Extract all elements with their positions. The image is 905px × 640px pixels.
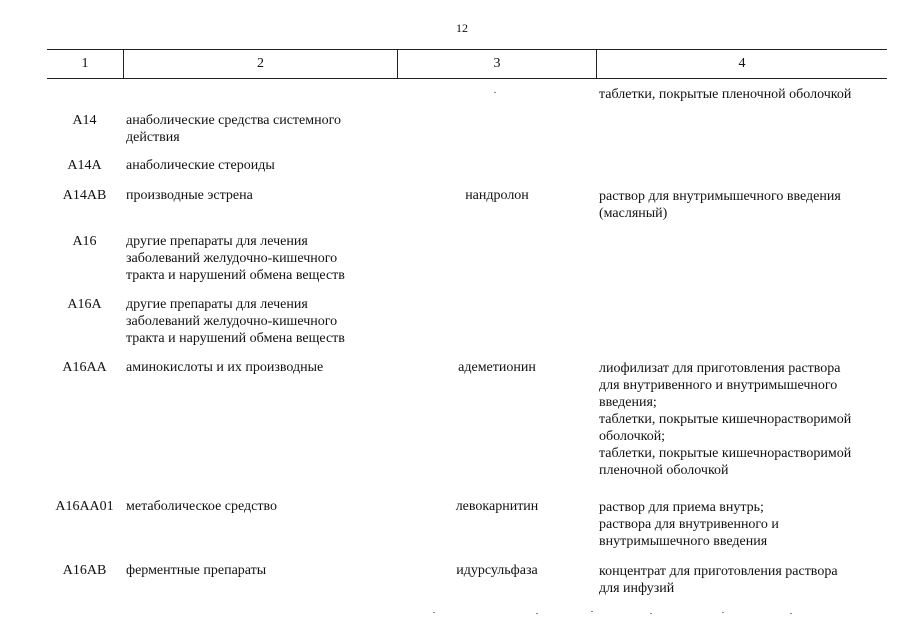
atc-code-cell: A14A <box>67 158 102 173</box>
group-line: ферментные препараты <box>126 563 267 578</box>
header-col-1: 1 <box>81 56 89 71</box>
dosage-form-line: внутримышечного введения <box>599 534 768 549</box>
group-cell <box>126 157 376 174</box>
dosage-form-line: введения; <box>599 395 657 410</box>
atc-code-cell: A16AA01 <box>55 499 114 514</box>
atc-code-cell: A16A <box>67 297 102 312</box>
scan-speck <box>536 613 538 614</box>
dosage-forms-cell <box>599 360 899 479</box>
group-line: анаболические стероиды <box>126 158 275 173</box>
group-line: другие препараты для лечения <box>126 234 308 249</box>
group-cell <box>126 359 376 376</box>
dosage-form-line: раствор для приема внутрь; <box>599 500 764 515</box>
header-col-4: 4 <box>738 56 746 71</box>
dosage-form-line: для инфузий <box>599 581 675 596</box>
dosage-form-line: таблетки, покрытые кишечнорастворимой <box>599 446 852 461</box>
header-col-2: 2 <box>257 56 264 71</box>
group-cell <box>126 187 376 204</box>
scan-speck <box>591 611 593 612</box>
scan-speck <box>790 613 792 614</box>
dosage-form-line: лиофилизат для приготовления раствора <box>599 361 841 376</box>
dosage-form-line: раствор для внутримышечного введения <box>599 189 841 204</box>
page-number: 12 <box>456 21 468 35</box>
group-line: действия <box>126 130 180 145</box>
scan-speck <box>433 612 435 613</box>
group-cell <box>126 233 376 284</box>
scan-speck <box>722 612 724 613</box>
group-line: анаболические средства системного <box>126 113 341 128</box>
atc-code-cell: A14 <box>72 113 97 128</box>
dosage-form-line: таблетки, покрытые пленочной оболочкой <box>599 87 852 102</box>
dosage-form-line: пленочной оболочкой <box>599 463 729 478</box>
dosage-form-line: концентрат для приготовления раствора <box>599 564 838 579</box>
group-cell <box>126 296 376 347</box>
dosage-form-line: таблетки, покрытые кишечнорастворимой <box>599 412 852 427</box>
atc-code-cell: A16AA <box>62 360 107 375</box>
group-line: заболеваний желудочно-кишечного <box>126 251 338 266</box>
dosage-forms-cell <box>599 563 899 597</box>
scan-speck <box>494 92 496 93</box>
group-cell <box>126 112 376 146</box>
group-line: тракта и нарушений обмена веществ <box>126 331 345 346</box>
dosage-form-line: раствора для внутривенного и <box>599 517 779 532</box>
dosage-form-line: для внутривенного и внутримышечного <box>599 378 838 393</box>
header-col-3: 3 <box>493 56 501 71</box>
group-cell <box>126 562 376 579</box>
scan-speck <box>650 613 652 614</box>
table-header <box>47 49 887 79</box>
substance-cell: левокарнитин <box>455 499 539 514</box>
substance-cell: нандролон <box>465 188 529 203</box>
group-cell <box>126 498 376 515</box>
atc-code-cell: A16AB <box>62 563 107 578</box>
dosage-forms-cell <box>599 86 899 103</box>
dosage-forms-cell <box>599 499 899 550</box>
atc-code-cell: A14AB <box>62 188 107 203</box>
group-line: метаболическое средство <box>126 499 277 514</box>
dosage-forms-cell <box>599 188 899 222</box>
substance-cell: адеметионин <box>458 360 536 375</box>
atc-code-cell: A16 <box>72 234 97 249</box>
substance-cell: идурсульфаза <box>456 563 538 578</box>
group-line: другие препараты для лечения <box>126 297 308 312</box>
dosage-form-line: (масляный) <box>599 206 668 221</box>
dosage-form-line: оболочкой; <box>599 429 666 444</box>
group-line: тракта и нарушений обмена веществ <box>126 268 345 283</box>
group-line: заболеваний желудочно-кишечного <box>126 314 338 329</box>
group-line: аминокислоты и их производные <box>126 360 324 375</box>
group-line: производные эстрена <box>126 188 253 203</box>
